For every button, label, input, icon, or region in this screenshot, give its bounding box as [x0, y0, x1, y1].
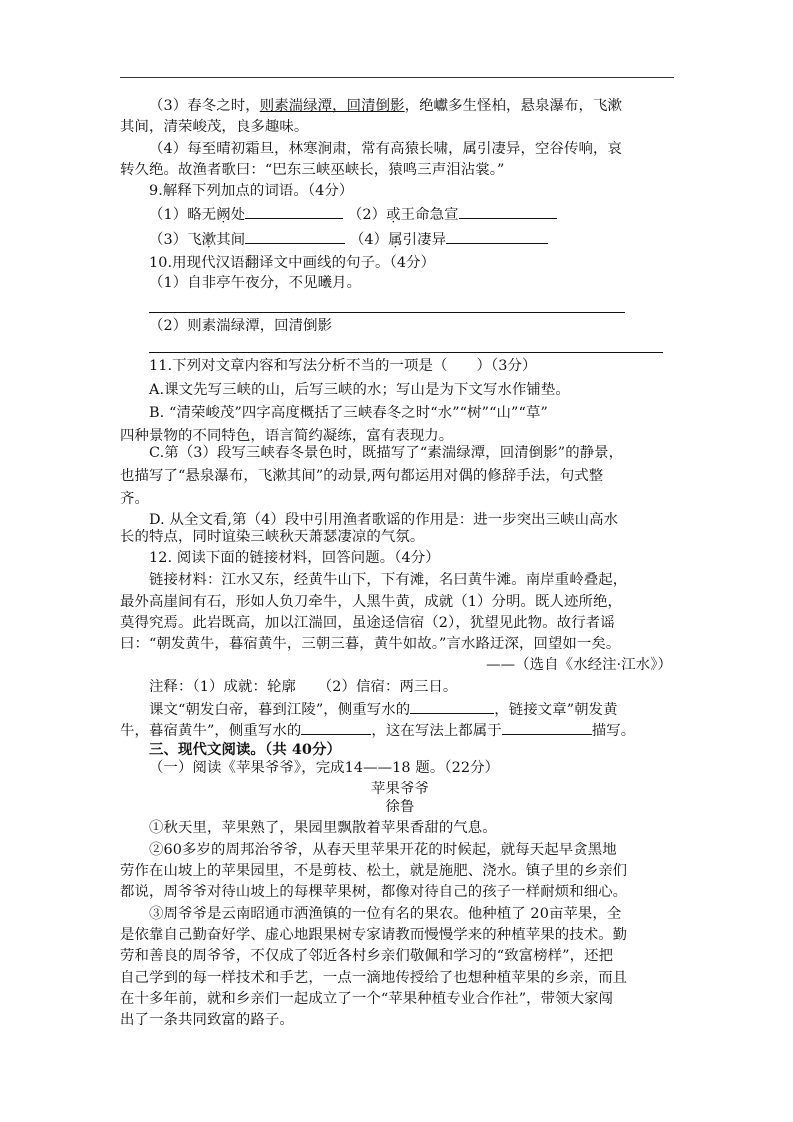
- answer-blank[interactable]: [410, 698, 494, 714]
- underlined-sentence: 则素湍绿潭，回清倒影: [259, 98, 405, 114]
- section-subheading: （一）阅读《苹果爷爷》，完成14——18 题。（22分）: [149, 760, 500, 776]
- option-b-cont: 四种景物的不同特色，语言简约凝练，富有表现力。: [120, 428, 454, 444]
- article-author: 徐鲁: [385, 799, 415, 815]
- answer-line[interactable]: [149, 352, 663, 353]
- link-material: 链接材料：江水又东，经黄牛山下，下有滩，名曰黄牛滩。南岸重岭叠起，: [149, 572, 628, 588]
- link-material: 曰：“朝发黄牛，暮宿黄牛，三朝三暮，黄牛如故。”言水路迂深，回望如一矣。: [120, 636, 621, 652]
- section-heading: 三、现代文阅读。（共 40分）: [149, 741, 342, 758]
- answer-blank[interactable]: [301, 719, 371, 735]
- article-paragraph-cont: 自己学到的每一样技术和手艺，一点一滴地传授给了也想种植苹果的乡亲，而且: [120, 970, 628, 986]
- article-paragraph-cont: 都说，周爷爷对待山坡上的每棵苹果树，都像对待自己的孩子一样耐烦和细心。: [120, 884, 628, 900]
- question-10-sentence-2: （2）则素湍绿潭，回清倒影: [149, 318, 333, 334]
- article-paragraph-cont: 出了一条共同致富的路子。: [120, 1012, 294, 1028]
- answer-blank[interactable]: [446, 228, 548, 244]
- text-line: （4）每至晴初霜旦，林寒涧肃，常有高猿长啸，属引凄异，空谷传响，哀: [149, 141, 622, 157]
- article-paragraph: ②60多岁的周邦治爷爷，从春天里苹果开花的时候起，就每天起早贪黑地: [149, 842, 617, 858]
- article-paragraph-cont: 劳作在山坡上的苹果园里，不是剪枝、松土，就是施肥、浇水。镇子里的乡亲们: [120, 863, 628, 879]
- option-c-cont: 齐。: [120, 491, 149, 507]
- header-rule: [120, 77, 674, 78]
- question-11-title: 11.下列对文章内容和写法分析不当的一项是（ ）（3分）: [149, 358, 537, 374]
- option-c-cont: 也描写了“悬泉瀑布，飞漱其间”的动景,两句都运用对偶的修辞手法，句式整: [120, 468, 604, 484]
- article-paragraph-cont: 劳和善良的周爷爷，不仅成了邻近各村乡亲们敬佩和学习的“致富榜样”，还把: [120, 948, 614, 964]
- text-line: 其间，清荣峻茂，良多趣味。: [120, 119, 309, 135]
- text-line: （3）春冬之时，则素湍绿潭，回清倒影，绝巘多生怪柏，悬泉瀑布，飞漱: [149, 98, 622, 114]
- article-paragraph: ①秋天里，苹果熟了，果园里飘散着苹果香甜的气息。: [149, 820, 497, 836]
- option-b: B. “清荣峻茂”四字高度概括了三峡春冬之时“水”“树”“山”“草”: [149, 405, 548, 421]
- article-paragraph-cont: 在十多年前，就和乡亲们一起成立了一个“苹果种植专业合作社”，带领大家闯: [120, 991, 614, 1007]
- article-paragraph-cont: 是依靠自己勤奋好学、虚心地跟果树专家请教而慢慢学来的种植苹果的技术。勤: [120, 927, 628, 943]
- article-paragraph: ③周爷爷是云南昭通市洒渔镇的一位有名的果农。他种植了 20亩苹果，全: [149, 906, 622, 922]
- answer-line[interactable]: [149, 312, 625, 313]
- link-material: 莫得究焉。此岩既高，加以江湍回，虽途迳信宿（2），犹望见此物。故行者谣: [120, 615, 615, 631]
- answer-blank[interactable]: [245, 203, 343, 219]
- answer-blank[interactable]: [245, 228, 345, 244]
- option-a: A.课文先写三峡的山，后写三峡的水；写山是为下文写水作铺垫。: [149, 382, 570, 398]
- question-12-prompt-cont: 牛，暮宿黄牛”，侧重写水的 ，这在写法上都属于 描写。: [120, 719, 680, 741]
- question-10-title: 10.用现代汉语翻译文中画线的句子。（4分）: [149, 255, 436, 271]
- text-line: 转久绝。故渔者歌曰：“巴东三峡巫峡长，猿鸣三声泪沾裳。”: [120, 162, 505, 178]
- question-9-row: （1）略无阙处 （2）或王命急宣: [120, 203, 709, 225]
- source-citation: ——（选自《水经注·江水》）: [486, 657, 672, 673]
- question-12-title: 12. 阅读下面的链接材料，回答问题。（4分）: [149, 550, 440, 566]
- question-12-prompt: 课文“朝发白帝，暮到江陵”，侧重写水的 ，链接文章”朝发黄: [120, 698, 709, 720]
- article-title: 苹果爷爷: [371, 781, 429, 797]
- option-c: C.第（3）段写三峡春冬景色时，既描写了“素湍绿潭，回清倒影”的静景，: [149, 445, 624, 461]
- question-9-row: （3）飞漱其间 （4）属引凄异: [120, 228, 709, 250]
- answer-blank[interactable]: [502, 719, 592, 735]
- option-d-cont: 长的特点，同时谊染三峡秋天萧瑟凄凉的气氛。: [120, 529, 425, 545]
- answer-blank[interactable]: [459, 203, 557, 219]
- question-9-title: 9.解释下列加点的词语。（4分）: [149, 183, 354, 199]
- link-material: 最外高崖间有石，形如人负刀牵牛，人黑牛黄，成就（1）分明。既人迹所绝，: [120, 594, 622, 610]
- notes: 注释：（1）成就：轮廓 （2）信宿：两三日。: [149, 679, 458, 695]
- option-d: D. 从全文看,第（4）段中引用渔者歌谣的作用是：进一步突出三峡山高水: [149, 512, 619, 528]
- question-10-sentence-1: （1）自非亭午夜分，不见曦月。: [149, 275, 362, 291]
